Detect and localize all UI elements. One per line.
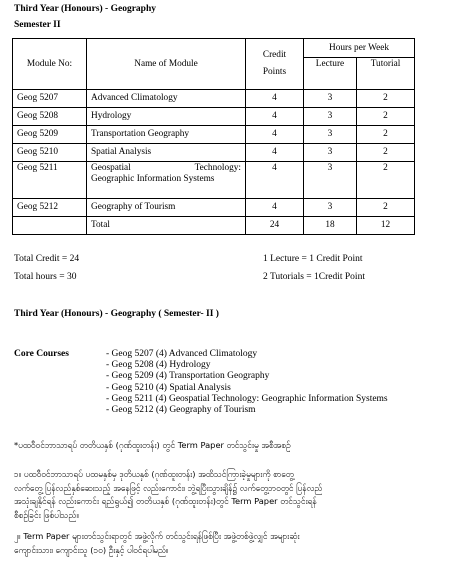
module-code: Geog 5212 — [13, 199, 87, 217]
module-code: Geog 5208 — [13, 108, 87, 126]
lecture-value: 3 — [304, 126, 357, 144]
lecture-value: 3 — [304, 144, 357, 162]
header-points: Points — [262, 67, 287, 77]
lecture-value: 3 — [304, 199, 357, 217]
total-empty-cell — [13, 217, 87, 235]
module-name: Geography of Tourism — [87, 199, 246, 217]
credit-value: 4 — [246, 199, 304, 217]
total-credit: 24 — [246, 217, 304, 235]
table-row — [13, 162, 415, 199]
table-row — [13, 126, 415, 144]
core-courses-list — [106, 349, 388, 416]
module-table — [12, 38, 415, 235]
table-row — [13, 144, 415, 162]
module-code: Geog 5211 — [13, 162, 87, 199]
header-tutorial: Tutorial — [357, 58, 415, 90]
paragraph-1-line: ၁။ ပထဝီဝင်ဘာသာရပ် ပထမနှစ်မှ ဒုတိယနှစ် (ဂုဏ်ထူးတန်း) အထိသင်ကြားခဲ့မှုများကို စာတွေ့ — [14, 469, 294, 479]
term-paper-note: *ပထဝီဝင်ဘာသာရပ် တတိယနှစ် (ဂုဏ်ထူးတန်း) တွင် Term Paper တင်သွင်းမှု အစီအစဉ် — [14, 440, 291, 450]
header-module-no: Module No: — [13, 39, 87, 90]
module-name: Spatial Analysis — [87, 144, 246, 162]
lecture-value: 3 — [304, 162, 357, 199]
lecture-value: 3 — [304, 108, 357, 126]
list-item: - Geog 5210 (4) Spatial Analysis — [106, 382, 231, 393]
tutorial-rule-text: 2 Tutorials = 1Credit Point — [263, 272, 365, 282]
page-title: Third Year (Honours) - Geography — [14, 4, 156, 14]
list-item: - Geog 5208 (4) Hydrology — [106, 360, 211, 371]
paragraph-2 — [14, 530, 444, 557]
tutorial-value: 2 — [357, 90, 415, 108]
semester-label: Semester II — [14, 20, 61, 30]
credit-value: 4 — [246, 108, 304, 126]
lecture-value: 3 — [304, 90, 357, 108]
module-code: Geog 5210 — [13, 144, 87, 162]
table-row — [13, 90, 415, 108]
header-credit-points — [246, 39, 304, 90]
list-item: - Geog 5211 (4) Geospatial Technology: Geographic Information Systems — [106, 393, 388, 404]
module-name: Transportation Geography — [87, 126, 246, 144]
module-name: Advanced Climatology — [87, 90, 246, 108]
total-hours-text: Total hours = 30 — [14, 272, 77, 282]
tutorial-value: 2 — [357, 144, 415, 162]
credit-value: 4 — [246, 126, 304, 144]
module-name: Hydrology — [87, 108, 246, 126]
module-name-line2: Geographic Information Systems — [91, 174, 215, 184]
tutorial-value: 2 — [357, 199, 415, 217]
total-lecture: 18 — [304, 217, 357, 235]
tutorial-value: 2 — [357, 126, 415, 144]
table-row — [13, 199, 415, 217]
list-item: - Geog 5212 (4) Geography of Tourism — [106, 405, 256, 416]
paragraph-2-line: ၂။ Term Paper များတင်သွင်းရာတွင် အဖွဲ့လိုက် တင်သွင်းရန်ဖြစ်ပြီး အဖွဲ့တစ်ဖွဲ့လျှင် အများဆုံး — [14, 531, 300, 541]
credit-value: 4 — [246, 162, 304, 199]
list-item: - Geog 5207 (4) Advanced Climatology — [106, 349, 258, 359]
header-module-name: Name of Module — [87, 39, 246, 90]
total-credit-text: Total Credit = 24 — [14, 254, 80, 264]
tutorial-value: 2 — [357, 108, 415, 126]
paragraph-1-line: လက်တွေ့ ပြန်လည်နှစ်ဆေးသည့် အနေဖြင့် လည်းကောင်း၊ ဘွဲ့ရပြီးသွားချိန်၌ လက်တွေ့ဘဝတွင် ပြန်လည် — [14, 482, 323, 493]
table-row — [13, 108, 415, 126]
section-title: Third Year (Honours) - Geography ( Semester- II ) — [14, 309, 219, 319]
total-tutorial: 12 — [357, 217, 415, 235]
lecture-rule-text: 1 Lecture = 1 Credit Point — [263, 254, 363, 264]
module-code: Geog 5207 — [13, 90, 87, 108]
module-name-line1: Geospatial Technology: — [91, 163, 241, 173]
header-lecture: Lecture — [304, 58, 357, 90]
paragraph-1-line: အသုံးချနိုင်ရန် လည်းကောင်း ရည်ရွယ်၍ တတိယနှစ် (ဂုဏ်ထူးတန်း)တွင် Term Paper တင်သွင်းရန် — [14, 496, 317, 506]
paragraph-1 — [14, 468, 444, 522]
paragraph-2-line: ကျောင်းသား၊ ကျောင်းသူ (၁၀) ဦးနှင့် ပါဝင်ရပါမည်။ — [14, 544, 169, 555]
tutorial-value: 2 — [357, 162, 415, 199]
paragraph-1-line: စီစဉ်ခြင်း ဖြစ်ပါသည်။ — [14, 509, 79, 520]
module-code: Geog 5209 — [13, 126, 87, 144]
header-hours-per-week: Hours per Week — [304, 39, 415, 58]
list-item: - Geog 5209 (4) Transportation Geography — [106, 371, 270, 382]
credit-value: 4 — [246, 90, 304, 108]
module-name — [87, 162, 246, 199]
credit-value: 4 — [246, 144, 304, 162]
header-credit: Credit — [262, 50, 287, 60]
core-courses-label: Core Courses — [14, 349, 69, 359]
total-label: Total — [87, 217, 246, 235]
total-row — [13, 217, 415, 235]
